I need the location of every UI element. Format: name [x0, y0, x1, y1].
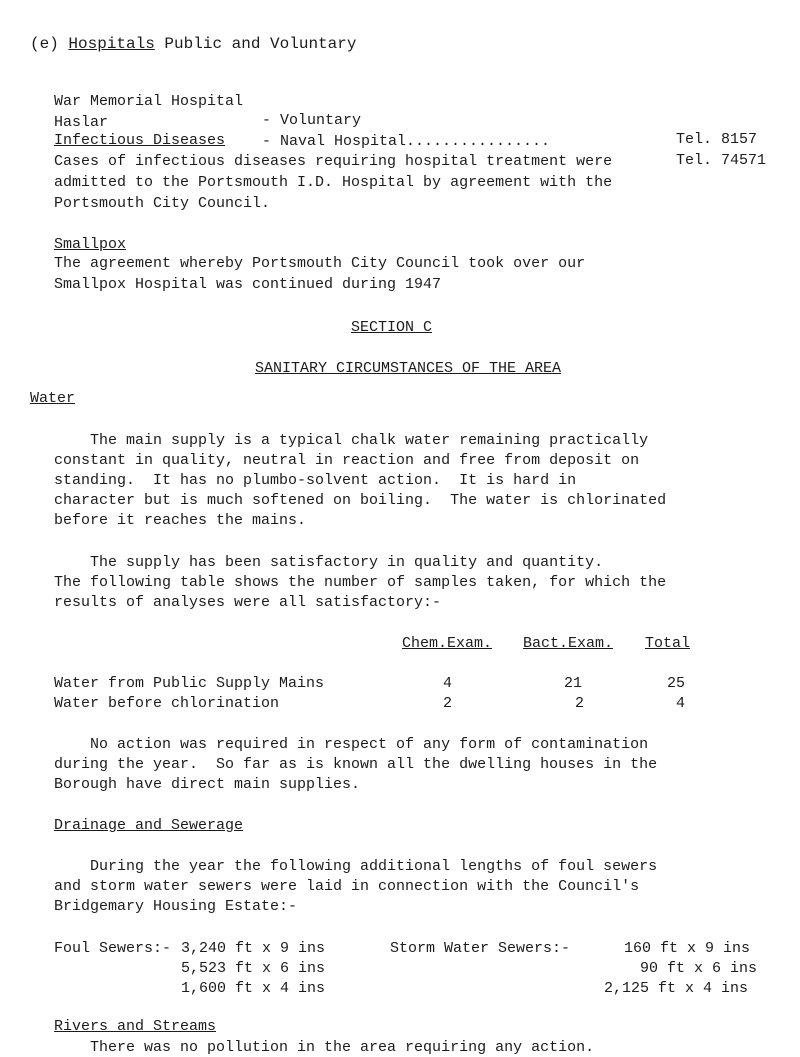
table-cell: 25 — [667, 675, 686, 692]
water-line: Borough have direct main supplies. — [54, 776, 361, 793]
sewer-length: 2,125 ft x 4 ins — [604, 980, 749, 997]
sewer-length: 90 ft x 6 ins — [640, 960, 758, 977]
table-header: Chem.Exam. — [402, 635, 493, 652]
rivers-line: There was no pollution in the area requiring any action. — [54, 1039, 595, 1056]
hospital-tel: Tel. 8157 — [676, 131, 758, 148]
table-header: Total — [645, 635, 691, 652]
smallpox-line: The agreement whereby Portsmouth City Council took over our — [54, 255, 586, 272]
table-cell: 4 — [443, 675, 453, 692]
smallpox-title: Smallpox — [54, 236, 127, 253]
sewer-length: 1,600 ft x 4 ins — [181, 980, 326, 997]
table-row-label: Water from Public Supply Mains — [54, 675, 325, 692]
hospital-name: War Memorial Hospital — [54, 93, 244, 110]
infectious-line: admitted to the Portsmouth I.D. Hospital by agreement with the — [54, 174, 613, 191]
infectious-line: Portsmouth City Council. — [54, 195, 271, 212]
drainage-title: Drainage and Sewerage — [54, 817, 244, 834]
sewer-length: 3,240 ft x 9 ins — [181, 940, 326, 957]
water-line: results of analyses were all satisfactory:- — [54, 594, 442, 611]
drainage-line: and storm water sewers were laid in connection with the Council's — [54, 878, 640, 895]
water-line: No action was required in respect of any form of contamination — [54, 736, 649, 753]
rivers-title: Rivers and Streams — [54, 1018, 217, 1035]
hospital-tel: Tel. 74571 — [676, 152, 767, 169]
storm-sewers-label: Storm Water Sewers:- — [390, 940, 571, 957]
table-cell: 21 — [564, 675, 583, 692]
water-line: constant in quality, neutral in reaction and free from deposit on — [54, 452, 640, 469]
foul-sewers-label: Foul Sewers:- — [54, 940, 172, 957]
drainage-line: During the year the following additional lengths of foul sewers — [54, 858, 658, 875]
hospital-type: - Naval Hospital................ — [262, 133, 551, 150]
section-heading — [30, 35, 356, 54]
water-line: The main supply is a typical chalk water remaining practically — [54, 432, 649, 449]
water-line: The supply has been satisfactory in quality and quantity. — [54, 554, 604, 571]
table-row-label: Water before chlorination — [54, 695, 280, 712]
table-cell: 4 — [676, 695, 686, 712]
section-subtitle: SANITARY CIRCUMSTANCES OF THE AREA — [255, 360, 562, 377]
section-title: SECTION C — [351, 319, 433, 336]
table-header: Bact.Exam. — [523, 635, 614, 652]
water-line: The following table shows the number of samples taken, for which the — [54, 574, 667, 591]
sewer-length: 5,523 ft x 6 ins — [181, 960, 326, 977]
water-line: during the year. So far as is known all the dwelling houses in the — [54, 756, 658, 773]
infectious-line: Cases of infectious diseases requiring hospital treatment were — [54, 153, 613, 170]
smallpox-line: Smallpox Hospital was continued during 1947 — [54, 276, 442, 293]
water-title: Water — [30, 390, 76, 407]
sewer-length: 160 ft x 9 ins — [624, 940, 751, 957]
hospital-name: Haslar — [54, 114, 109, 131]
water-line: character but is much softened on boiling. The water is chlorinated — [54, 492, 667, 509]
drainage-line: Bridgemary Housing Estate:- — [54, 898, 298, 915]
water-line: standing. It has no plumbo-solvent action. It is hard in — [54, 472, 577, 489]
hospital-type: - Voluntary — [262, 112, 362, 129]
heading-hospitals: Hospitals — [68, 35, 155, 53]
heading-rest: Public and Voluntary — [154, 35, 357, 53]
table-cell: 2 — [575, 695, 585, 712]
heading-prefix: (e) — [30, 35, 69, 53]
infectious-title: Infectious Diseases — [54, 132, 226, 149]
water-line: before it reaches the mains. — [54, 512, 307, 529]
table-cell: 2 — [443, 695, 453, 712]
